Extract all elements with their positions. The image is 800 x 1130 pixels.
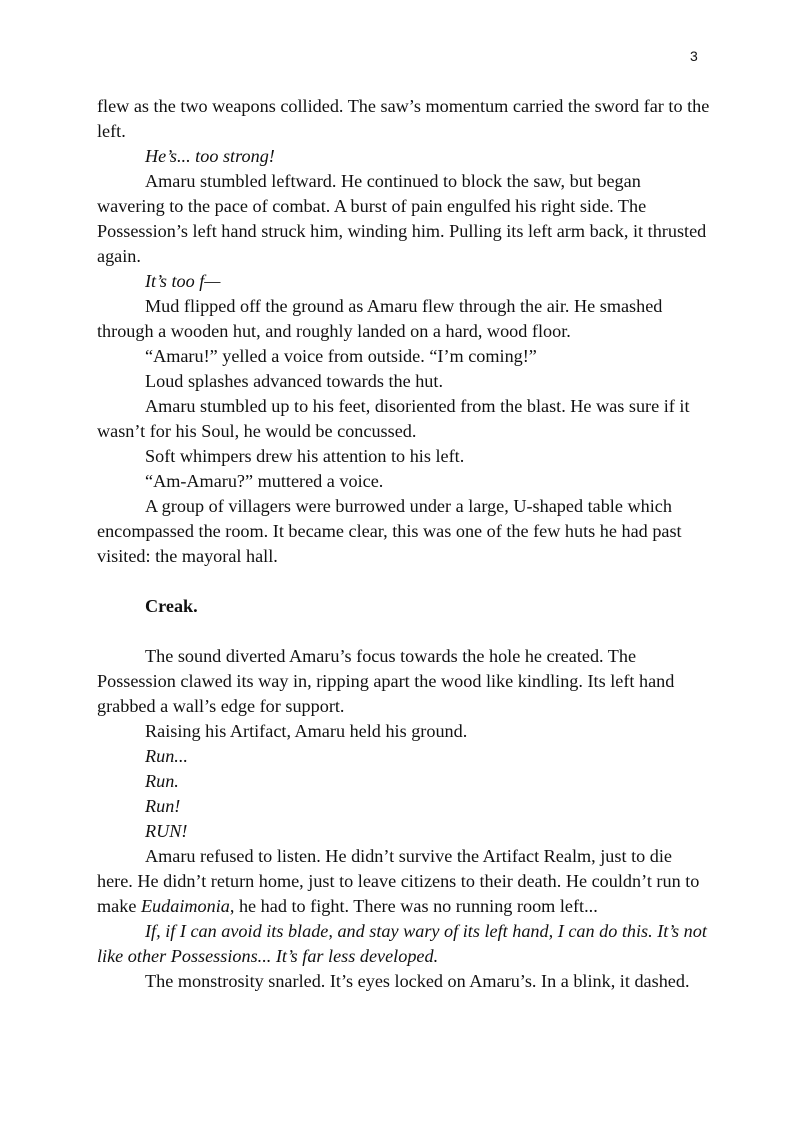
italic-thought: Run... <box>145 746 188 766</box>
paragraph: The monstrosity snarled. It’s eyes locked on Amaru’s. In a blink, it dashed. <box>145 971 690 991</box>
paragraph: flew as the two weapons collided. The saw’s momentum carried the sword far to the left. <box>97 96 710 141</box>
paragraph: Raising his Artifact, Amaru held his ground. <box>145 721 468 741</box>
paragraph: Soft whimpers drew his attention to his left. <box>145 446 465 466</box>
paragraph: A group of villagers were burrowed under a large, U-shaped table which encompassed the room. It became clear, this was one of the few huts he had past visited: the mayoral hall. <box>97 496 682 566</box>
paragraph-text: Amaru refused to listen. He didn’t survive the Artifact Realm, just to die here. He didn’t return home, just to leave citizens to their death. He couldn’t run to make <box>97 846 700 916</box>
italic-thought: If, if I can avoid its blade, and stay wary of its left hand, I can do this. It’s not like other Possessions... It’s far less developed. <box>97 921 707 966</box>
italic-thought: RUN! <box>145 821 188 841</box>
blank-line <box>97 619 712 644</box>
paragraph: The sound diverted Amaru’s focus towards the hole he created. The Possession clawed its way in, ripping apart the wood like kindling. Its left hand grabbed a wall’s edge for support. <box>97 646 675 716</box>
paragraph-text: , he had to fight. There was no running room left... <box>229 896 598 916</box>
italic-thought: He’s... too strong! <box>145 146 275 166</box>
document-body <box>97 94 712 994</box>
bold-sound-effect: Creak. <box>145 596 198 616</box>
paragraph: Loud splashes advanced towards the hut. <box>145 371 443 391</box>
thought-line <box>97 819 712 844</box>
thought-line <box>97 744 712 769</box>
paragraph: Amaru stumbled up to his feet, disoriented from the blast. He was sure if it wasn’t for his Soul, he would be concussed. <box>97 396 690 441</box>
blank-line <box>97 569 712 594</box>
italic-thought: Run. <box>145 771 179 791</box>
thought-line <box>97 919 712 969</box>
thought-line <box>97 144 712 169</box>
paragraph: “Amaru!” yelled a voice from outside. “I’m coming!” <box>145 346 537 366</box>
italic-thought: Run! <box>145 796 181 816</box>
paragraph: Mud flipped off the ground as Amaru flew through the air. He smashed through a wooden hut, and roughly landed on a hard, wood floor. <box>97 296 663 341</box>
italic-word: Eudaimonia <box>140 896 230 916</box>
page-number: 3 <box>690 48 698 64</box>
thought-line <box>97 269 712 294</box>
paragraph <box>97 844 712 919</box>
paragraph: “Am-Amaru?” muttered a voice. <box>145 471 384 491</box>
paragraph: Amaru stumbled leftward. He continued to block the saw, but began wavering to the pace of combat. A burst of pain engulfed his right side. The Possession’s left hand struck him, winding him. Pulling its left arm back, it thrusted again. <box>97 171 707 266</box>
thought-line <box>97 769 712 794</box>
sound-effect-line <box>97 594 712 619</box>
italic-thought: It’s too f— <box>145 271 221 291</box>
thought-line <box>97 794 712 819</box>
